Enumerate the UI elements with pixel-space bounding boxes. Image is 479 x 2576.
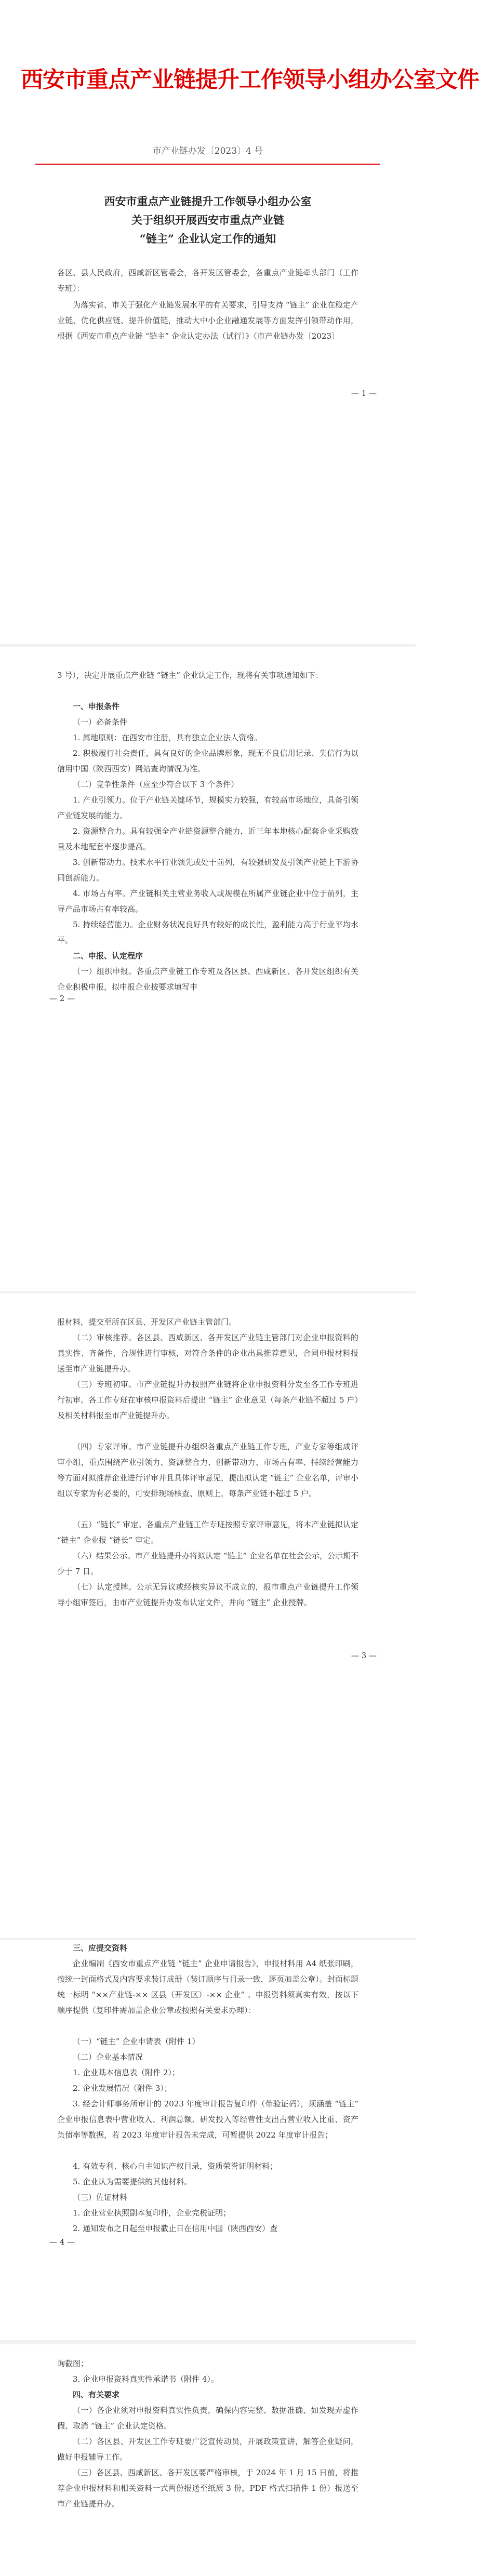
paragraph-continued: 3 号），决定开展重点产业链 “链主” 企业认定工作，现将有关事项通知如下： bbox=[57, 671, 323, 680]
materials-item: 5. 企业认为需要提供的其他材料。 bbox=[73, 2177, 192, 2186]
document-page-4 bbox=[0, 1940, 416, 2576]
condition-item: 5. 持续经营能力。企业财务状况良好具有较好的成长性，盈利能力高于行业平均水平。 bbox=[57, 920, 358, 945]
procedure-item: （七）认定授牌。公示无异议或经核实异议不成立的，报市重点产业链提升工作领导小组审签后，由市产业链提升办发布认定文件，并向 “链主” 企业授牌。 bbox=[57, 1582, 358, 1607]
procedure-item: （二）审核推荐。各区县、西咸新区、各开发区产业链主管部门对企业申报资料的真实性、齐备性、合规性进行审核，对符合条件的企业出具推荐意见，合同申报材料报送至市产业链提升办。 bbox=[57, 1333, 358, 1373]
materials-item: （二）企业基本情况 bbox=[73, 2052, 143, 2062]
procedure-item: （五）“链长” 审定。各重点产业链工作专班按照专家评审意见，将本产业链拟认定 “链主” 企业报 “链长” 审定。 bbox=[57, 1520, 358, 1545]
subsection-heading: （二）竞争性条件（应至少符合以下 3 个条件） bbox=[73, 780, 239, 789]
red-divider-line bbox=[35, 164, 380, 165]
section-heading-2: 二、申报、认定程序 bbox=[73, 951, 143, 960]
section-heading-4: 四、有关要求 bbox=[73, 2390, 120, 2399]
condition-item: 1. 属地原则：在西安市注册，具有独立企业法人资格。 bbox=[73, 733, 262, 742]
materials-item: 1. 企业基本信息表（附件 2）； bbox=[73, 2068, 180, 2077]
materials-item: （一）“链主” 企业申请表（附件 1） bbox=[73, 2037, 200, 2046]
page-number: — 4 — bbox=[49, 2237, 75, 2247]
procedure-item: （四）专家评审。市产业链提升办组织各重点产业链工作专班，产业专家等组成评审小组，重点围绕产业引领力、资源整合力、创新带动力、市场占有率、持续经营能力等方面对拟推荐企业进行评审并且具体评审意见，提出拟认定 “链主” 企业名单，评审小组以专家为有必要的，可安排现场核查、原则上，每条产业链不超过 5 户。 bbox=[57, 1442, 358, 1498]
document-number: 市产业链办发〔2023〕4 号 bbox=[152, 146, 263, 156]
procedure-item: （一）组织申报。各重点产业链工作专班及各区县、西咸新区、各开发区组织有关企业积极申报，拟申报企业按要求填写申 bbox=[57, 967, 358, 992]
materials-item: 2. 通知发布之日起至申报截止日在信用中国（陕西西安）查 bbox=[73, 2224, 278, 2233]
condition-item: 2. 资源整合力。具有较强全产业链资源整合能力，近三年本地核心配套企业采购数量及本地配套率逐步提高。 bbox=[57, 826, 358, 851]
subsection-heading: （一）必备条件 bbox=[73, 717, 128, 727]
paragraph-continued: 报材料，提交至所在区县、开发区产业链主管部门。 bbox=[57, 1317, 237, 1327]
section-heading-1: 一、申报条件 bbox=[73, 702, 120, 711]
page-number: — 3 — bbox=[351, 1651, 377, 1660]
materials-item: 3. 经会计师事务所审计的 2023 年度审计报告复印件（带验证码），须涵盖 “链主” 企业申报信息表中营业收入、利润总额、研发投入等经营性支出占营业收入比重、资产负债率等数据，若 2023 年度审计报告未完成，可暂提供 2022 年度审计报告； bbox=[57, 2099, 358, 2140]
materials-item: 3. 企业申报资料真实性承诺书（附件 4）。 bbox=[73, 2374, 219, 2384]
recipients-paragraph: 各区、县人民政府，西咸新区管委会，各开发区管委会，各重点产业链牵头部门（工作专班）： bbox=[57, 268, 358, 293]
section-heading-3: 三、应提交资料 bbox=[73, 1943, 128, 1953]
requirement-item: （三）各区县、西咸新区、各开发区要严格审核，于 2024 年 1 月 15 日前，将推荐企业申报材料和相关资料一式两份报送至纸质 3 份，PDF 格式扫描件 1 份）报送至市产业链提升办。 bbox=[57, 2468, 358, 2508]
requirement-item: （一）各企业须对申报资料真实性负责，确保内容完整、数据准确、如发现弄虚作假、取消 “链主” 企业认定资格。 bbox=[57, 2406, 358, 2431]
condition-item: 1. 产业引领力。位于产业链关键环节，规模实力较强，有较高市场地位，具备引领产业链发展的能力。 bbox=[57, 795, 358, 820]
notice-title-line-1: 西安市重点产业链提升工作领导小组办公室 bbox=[104, 195, 312, 208]
page-separator bbox=[0, 2340, 416, 2344]
materials-item: （三）佐证材料 bbox=[73, 2193, 128, 2202]
notice-title-line-3: “链主” 企业认定工作的通知 bbox=[139, 232, 276, 245]
intro-paragraph: 为落实省、市关于强化产业链发展水平的有关要求，引导支持 “链主” 企业在稳定产业链、优化供应链、提升价值链，推动大中小企业融通发展等方面发挥引领带动作用，根据《西安市重点产业链 “链主” 企业认定办法（试行）》（市产业链办发〔2023〕 bbox=[57, 300, 358, 341]
materials-item: 1. 企业营业执照副本复印件，企业完税证明； bbox=[73, 2208, 231, 2218]
condition-item: 2. 积极履行社会责任，具有良好的企业品牌形象，现无不良信用记录、失信行为以信用中国（陕西西安）网站查询情况为准。 bbox=[57, 749, 358, 773]
materials-item: 2. 企业发展情况（附件 3）； bbox=[73, 2084, 172, 2093]
document-header-title: 西安市重点产业链提升工作领导小组办公室文件 bbox=[21, 67, 479, 93]
procedure-item: （三）专班初审。市产业链提升办按照产业链将企业申报资料分发至各工作专班进行初审。各工作专班在审核申报资料后提出 “链主” 企业意见（每条产业链不超过 5 户）及相关材料报至市产业链提升办。 bbox=[57, 1380, 358, 1420]
page-number: — 1 — bbox=[351, 389, 377, 398]
procedure-item: （六）结果公示。市产业链提升办将拟认定 “链主” 企业名单在社会公示，公示期不少于 7 日。 bbox=[57, 1551, 358, 1576]
page-number: — 2 — bbox=[49, 994, 75, 1003]
condition-item: 4. 市场占有率。产业链相关主营业务收入或规模在所属产业链企业中位于前列，主导产品市场占有率较高。 bbox=[57, 889, 358, 914]
condition-item: 3. 创新带动力。技术水平行业领先或处于前列，有较强研发及引领产业链上下游协同创新能力。 bbox=[57, 858, 358, 883]
document-page-1 bbox=[0, 0, 479, 647]
materials-item: 4. 有效专利、核心自主知识产权目录，资质荣誉证明材料； bbox=[73, 2161, 278, 2171]
materials-paragraph: 企业编制《西安市重点产业链 “链主” 企业申请报告》，申报材料用 A4 纸张印刷，按统一封面格式及内容要求装订成册（装订顺序与目录一致，逐页加盖公章）。封面标题统一标明 “××产业链-×× 区县（开发区）-×× 企业” 。申报资料须真实有效，按以下顺序提供（复印件需加盖企业公章或按照有关要求办理）： bbox=[57, 1959, 358, 2015]
document-page-2 bbox=[0, 647, 416, 1293]
requirement-item: （二）各区县、开发区工作专班要广泛宣传动员，开展政策宣讲，解答企业疑问，做好申报辅导工作。 bbox=[57, 2437, 358, 2462]
document-page-3 bbox=[0, 1293, 416, 1940]
notice-title-line-2: 关于组织开展西安市重点产业链 bbox=[131, 213, 284, 226]
paragraph-continued: 询截图； bbox=[57, 2359, 89, 2368]
